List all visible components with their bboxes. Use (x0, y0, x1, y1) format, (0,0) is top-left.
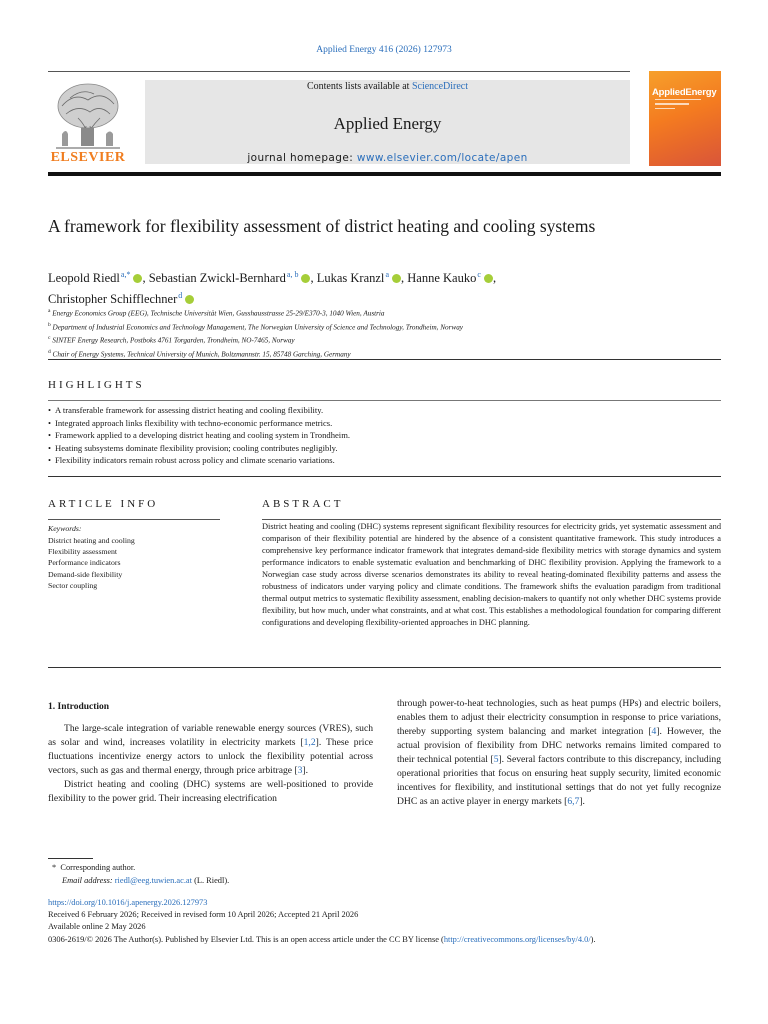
orcid-icon[interactable] (301, 274, 310, 283)
citation-link[interactable]: 5 (493, 754, 499, 765)
orcid-icon[interactable] (484, 274, 493, 283)
body-column-left (48, 722, 373, 806)
highlight-item: • Integrated approach links flexibility with techno-economic performance metrics. (48, 417, 718, 430)
elsevier-wordmark: ELSEVIER (50, 150, 126, 165)
highlight-item: • Flexibility indicators remain robust across policy and climate scenario variations. (48, 454, 718, 467)
affiliation-marker: b (48, 321, 51, 328)
intro-paragraph (48, 722, 373, 778)
footnote-marker: * (52, 863, 57, 872)
keyword-item: Performance indicators (48, 558, 121, 568)
orcid-icon[interactable] (185, 295, 194, 304)
section-rule (48, 476, 721, 477)
email-label: Email address: (62, 876, 113, 885)
author-name: Sebastian Zwickl-Bernhard (148, 271, 286, 286)
paragraph-text: ]. However, the actual provision of flexibility from DHC networks remains limited compared to their technical potential [ (397, 726, 721, 765)
highlights-heading: HIGHLIGHTS (48, 379, 145, 391)
highlight-item: • A transferable framework for assessing district heating and cooling flexibility. (48, 404, 718, 417)
section-rule (48, 359, 721, 360)
contents-prefix: Contents lists available at (306, 81, 412, 92)
author-name: Christopher Schifflechner (48, 292, 178, 307)
email-suffix: (L. Riedl). (191, 876, 230, 885)
masthead-thick-rule (48, 172, 721, 176)
affiliation-item (48, 320, 698, 334)
paragraph-text: through power-to-heat technologies, such as heat pumps (HPs) and electric boilers, enables them to adjust their electricity consumption in response to price variations, thereby supporting system balancing and market integration [ (397, 698, 721, 737)
email-note (62, 876, 229, 885)
contents-line (145, 81, 630, 92)
keyword-item: Flexibility assessment (48, 547, 118, 557)
corresponding-author-note (52, 863, 135, 872)
highlights-list (48, 404, 718, 467)
corresponding-text: Corresponding author. (60, 863, 136, 872)
paragraph-text: ]. (579, 796, 585, 807)
highlight-item: • Heating subsystems dominate flexibility provision; cooling contributes negligibly. (48, 442, 718, 455)
paragraph-text: The large-scale integration of variable renewable energy sources (VRES), such as solar and wind, increases volatility in electricity markets [ (48, 723, 373, 748)
highlight-item: • Framework applied to a developing district heating and cooling system in Trondheim. (48, 429, 718, 442)
citation-link[interactable]: 4 (651, 726, 657, 737)
author-affiliation-marker[interactable]: c (477, 270, 481, 279)
article-info-rule (48, 519, 220, 520)
intro-paragraph: District heating and cooling (DHC) systems are well-positioned to provide flexibility to the power grid. Their increasing electrification (48, 779, 373, 804)
affiliation-marker: c (48, 335, 51, 342)
footnote-rule (48, 858, 93, 859)
author-name: Hanne Kauko (407, 271, 477, 286)
author-affiliation-marker[interactable]: a, b (286, 270, 299, 279)
keyword-item: District heating and cooling (48, 536, 135, 545)
citation-link[interactable]: 1,2 (303, 737, 316, 748)
highlights-rule (48, 400, 721, 401)
orcid-icon[interactable] (392, 274, 401, 283)
license-link[interactable]: http://creativecommons.org/licenses/by/4.0/ (443, 935, 591, 944)
cover-decoration (655, 99, 705, 115)
keyword-item: Sector coupling (48, 580, 98, 590)
received-dates: Received 6 February 2026; Received in revised form 10 April 2026; Accepted 21 April 2026 (48, 910, 359, 919)
author-affiliation-marker[interactable]: d (178, 291, 183, 301)
affiliation-text: SINTEF Energy Research, Postboks 4761 Torgarden, Trondheim, NO-7465, Norway (52, 336, 295, 345)
citation-link[interactable]: 6,7 (567, 796, 580, 807)
journal-cover-image (649, 71, 721, 166)
affiliation-marker: a (48, 308, 51, 314)
affiliation-item (48, 306, 698, 320)
affiliation-marker: d (48, 348, 51, 355)
author-list: Leopold Riedl $^{a,*}$ , Sebastian Zwickl-Bernhard $^{a, b}$ , Lukas Kranzl $^a$ , Hanne Kauko $^c$ , Christopher Schifflechner $^d$ (48, 270, 497, 307)
abstract-text: District heating and cooling (DHC) systems represent significant flexibility resources for electricity grids, yet systematic assessment and comparison of their flexibility potential are hindered by the absence of a consistent quantitative framework. This study introduces a comprehensive key performance indicator framework that integrates demand-side flexibility metrics with storage dynamics and system performance indicators to enable systematic evaluation and benchmarking of DHC flexibility provision. Applying the framework to a Norwegian case study across diverse scenarios demonstrates its ability to reveal heating-dominated flexibility patterns and assess the robustness of indicators under varying policy and climate conditions. The framework shifts the evaluation paradigm from traditional thermal output metrics to systematic flexibility assessment, enabling decision-makers to quantify not only whether DHC systems provide flexibility, but how much, under what constraints, and at what cost. This establishes a methodological foundation for comparing different configurations and developing flexibility-oriented approaches in DHC planning. (262, 522, 721, 627)
article-title: A framework for flexibility assessment of district heating and cooling systems (48, 216, 596, 236)
citation-link[interactable]: 3 (297, 765, 303, 776)
orcid-icon[interactable] (133, 274, 142, 283)
keyword-item: Demand-side flexibility (48, 569, 123, 579)
introduction-heading: 1. Introduction (48, 702, 110, 712)
license-suffix: ). (590, 935, 596, 944)
affiliation-text: Department of Industrial Economics and Technology Management, The Norwegian University of Science and Technology, Trondheim, Norway (52, 322, 463, 331)
section-rule (48, 667, 721, 668)
body-column-right (397, 697, 721, 809)
author-affiliation-marker[interactable]: a (385, 270, 389, 279)
affiliations (48, 306, 698, 360)
paragraph-text: ]. (302, 765, 309, 776)
license-line (48, 935, 728, 944)
journal-homepage-link[interactable]: www.elsevier.com/locate/apen (356, 152, 528, 164)
cover-title: AppliedEnergy (652, 87, 717, 98)
abstract-rule (262, 519, 721, 520)
affiliation-item (48, 333, 698, 347)
paragraph-text: ]. These price fluctuations incentivize energy actors to unlock the flexibility potential across vectors, such as gas and thermal energy, through price arbitrage [ (48, 737, 373, 776)
journal-name: Applied Energy (333, 114, 442, 133)
author-affiliation-marker[interactable]: a,* (120, 270, 131, 279)
journal-citation-link[interactable]: Applied Energy 416 (2026) 127973 (316, 45, 452, 55)
author-name: Leopold Riedl (48, 271, 120, 286)
sciencedirect-link[interactable]: ScienceDirect (411, 81, 469, 92)
keywords-label: Keywords: (48, 524, 82, 533)
header-rule (48, 71, 630, 72)
homepage-prefix: journal homepage: (247, 152, 357, 164)
email-link[interactable]: riedl@eeg.tuwien.ac.at (114, 876, 192, 885)
doi-link[interactable]: https://doi.org/10.1016/j.apenergy.2026.127973 (48, 898, 208, 907)
license-text: 0306-2619/© 2026 The Author(s). Published by Elsevier Ltd. This is an open access article under the CC BY license ( (48, 935, 444, 944)
affiliation-text: Chair of Energy Systems, Technical University of Munich, Boltzmannstr. 15, 85748 Garching, Germany (52, 350, 351, 359)
author-name: Lukas Kranzl (316, 271, 385, 286)
keywords-list (48, 535, 218, 591)
online-date: Available online 2 May 2026 (48, 922, 146, 931)
affiliation-text: Energy Economics Group (EEG), Technische Universität Wien, Gusshausstrasse 25-29/E370-3, 1040 Wien, Austria (52, 309, 385, 318)
article-info-heading: ARTICLE INFO (48, 498, 159, 510)
abstract-heading: ABSTRACT (262, 498, 344, 510)
intro-paragraph (397, 697, 721, 809)
journal-homepage-line (145, 152, 630, 164)
paragraph-text: ]. Several factors contribute to this discrepancy, including operational priorities that focus on ensuring heat supply security, limited economic incentives for flexibility, and institutional settings that do not yet fully recognize DHC as an active player in energy markets [ (397, 754, 721, 807)
